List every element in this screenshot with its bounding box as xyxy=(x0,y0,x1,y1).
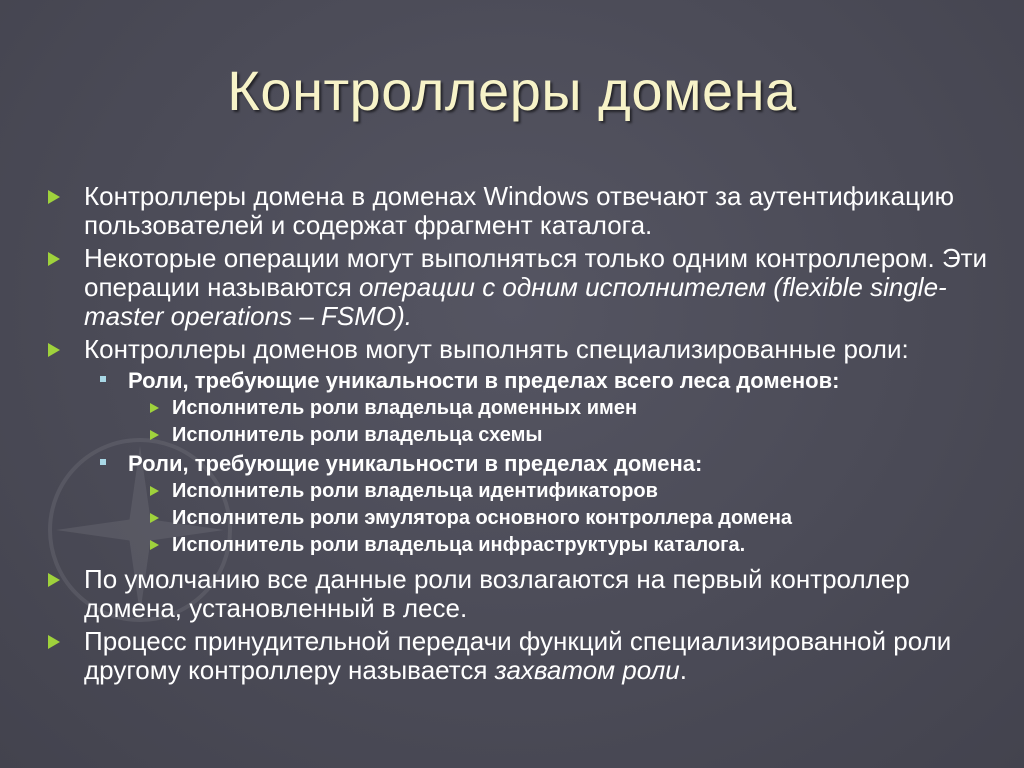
triangle-bullet-icon xyxy=(150,540,159,550)
sub-sub-bullet-text: Исполнитель роли владельца схемы xyxy=(172,424,543,446)
bullet-item xyxy=(44,244,994,331)
italic-term: операции с одним исполнителем (flexible single-master operations – FSMO). xyxy=(84,272,947,331)
triangle-bullet-icon xyxy=(48,573,60,587)
triangle-bullet-icon xyxy=(48,190,60,204)
triangle-bullet-icon xyxy=(150,486,159,496)
sub-sub-bullet-text: Исполнитель роли владельца доменных имен xyxy=(172,397,638,419)
sub-sub-bullet-item xyxy=(44,395,994,422)
bullet-item xyxy=(44,182,994,240)
bullet-text: Некоторые операции могут выполняться только одним контроллером. Эти операции называются xyxy=(84,243,988,302)
sub-bullet-item xyxy=(44,368,994,393)
slide-title: Контроллеры домена xyxy=(227,59,797,122)
bullet-item xyxy=(44,335,994,364)
triangle-bullet-icon xyxy=(150,430,159,440)
triangle-bullet-icon xyxy=(150,403,159,413)
bullet-item xyxy=(44,627,994,685)
bullet-text: Контроллеры домена в доменах Windows отвечают за аутентификацию пользователей и содержат фрагмент каталога. xyxy=(84,181,954,240)
sub-bullet-item xyxy=(44,451,994,476)
square-bullet-icon xyxy=(100,459,106,465)
sub-sub-bullet-item xyxy=(44,532,994,559)
triangle-bullet-icon xyxy=(150,513,159,523)
triangle-bullet-icon xyxy=(48,252,60,266)
sub-bullet-text: Роли, требующие уникальности в пределах домена: xyxy=(128,451,703,476)
triangle-bullet-icon xyxy=(48,635,60,649)
bullet-tail: . xyxy=(679,655,687,685)
bullet-text: По умолчанию все данные роли возлагаются на первый контроллер домена, установленный в лесе. xyxy=(84,564,910,623)
sub-sub-bullet-text: Исполнитель роли владельца инфраструктуры каталога. xyxy=(172,534,746,556)
bullet-list xyxy=(44,182,994,689)
sub-sub-bullet-item xyxy=(44,505,994,532)
sub-sub-bullet-text: Исполнитель роли эмулятора основного контроллера домена xyxy=(172,507,793,529)
sub-sub-bullet-item xyxy=(44,422,994,449)
sub-bullet-text: Роли, требующие уникальности в пределах всего леса доменов: xyxy=(128,368,840,393)
sub-sub-bullet-text: Исполнитель роли владельца идентификаторов xyxy=(172,480,658,502)
sub-sub-bullet-item xyxy=(44,478,994,505)
italic-term: захватом роли xyxy=(494,655,680,685)
square-bullet-icon xyxy=(100,376,106,382)
bullet-text: Процесс принудительной передачи функций специализированной роли другому контроллеру называется xyxy=(84,626,952,685)
bullet-text: Контроллеры доменов могут выполнять специализированные роли: xyxy=(84,334,909,364)
triangle-bullet-icon xyxy=(48,343,60,357)
bullet-item xyxy=(44,565,994,623)
